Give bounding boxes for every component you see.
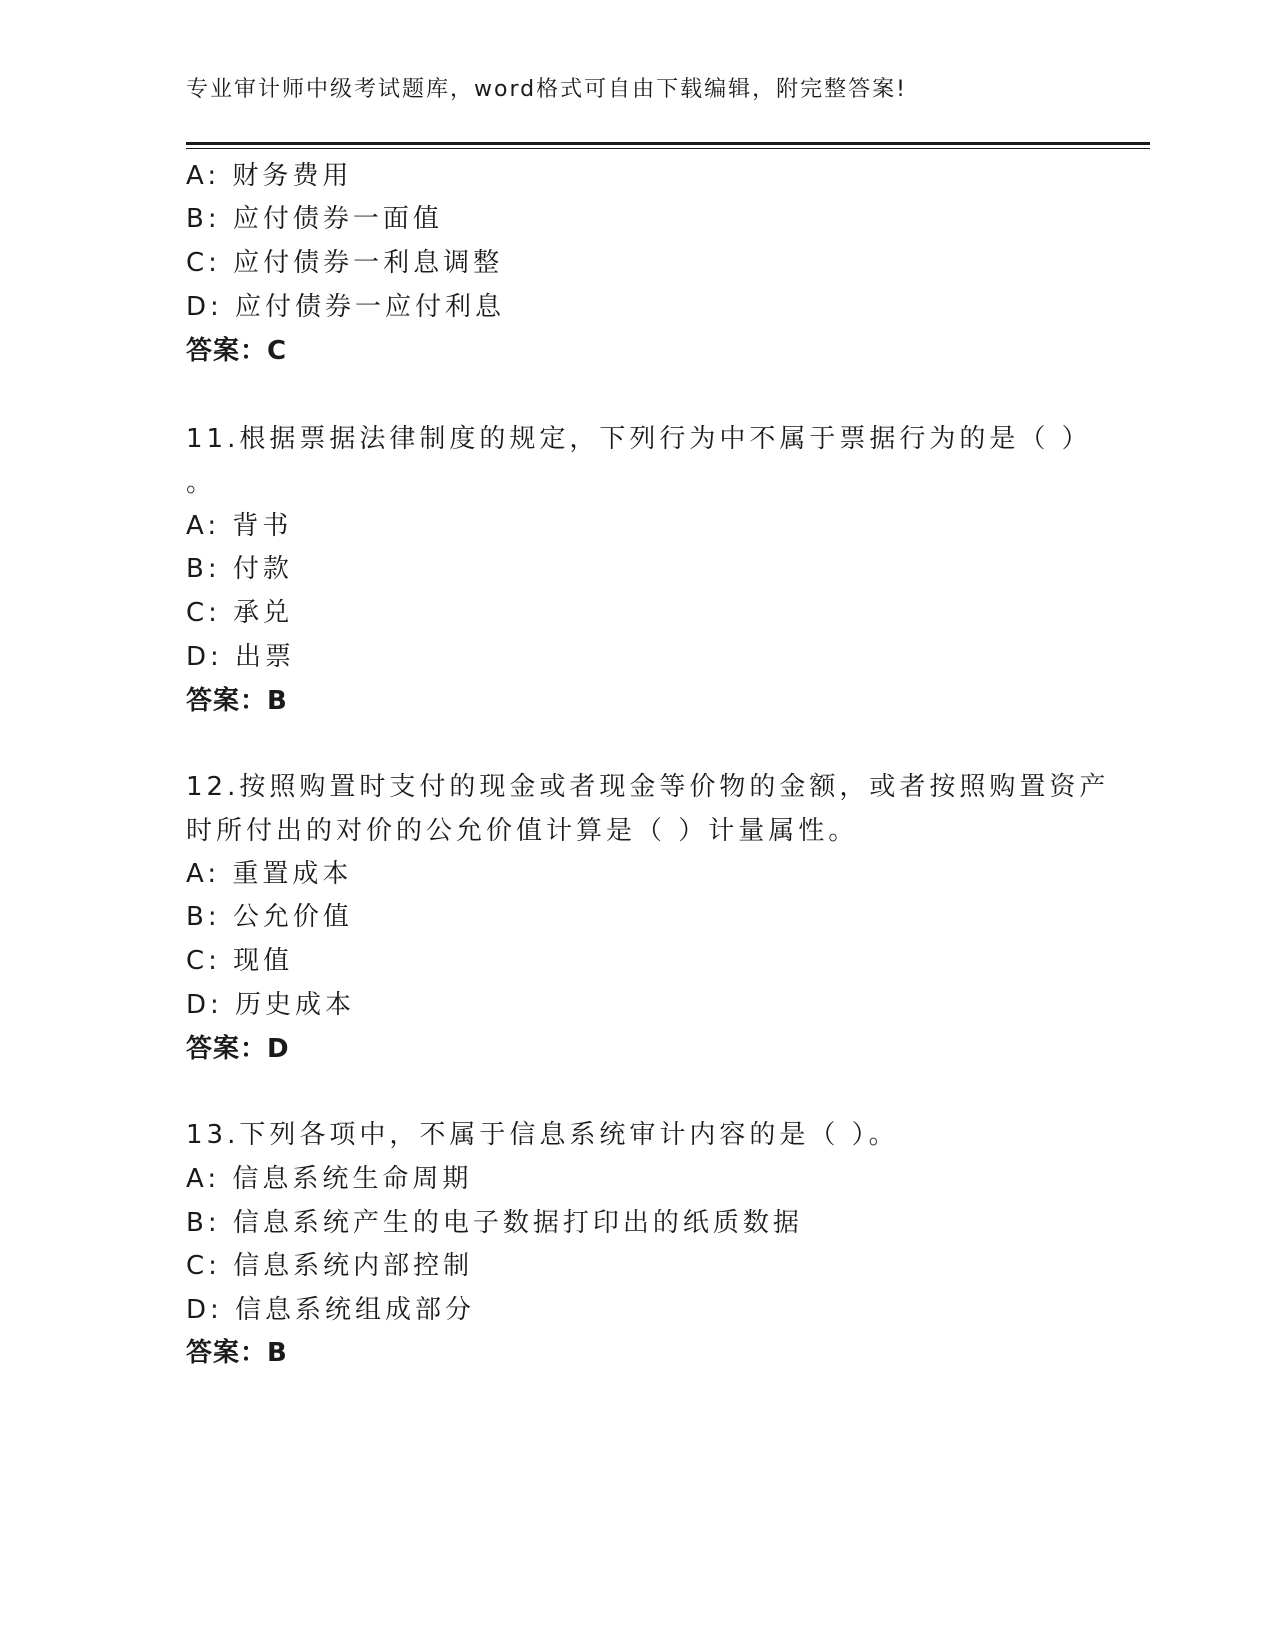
prev-option-d: D: 应付债券一应付利息 <box>186 292 506 322</box>
q12-option-a: A: 重置成本 <box>186 859 353 889</box>
prev-option-c: C: 应付债券一利息调整 <box>186 248 504 278</box>
q13-option-b: B: 信息系统产生的电子数据打印出的纸质数据 <box>186 1208 803 1238</box>
q11-stem-line-1: 11.根据票据法律制度的规定，下列行为中不属于票据行为的是（ ） <box>186 424 1092 454</box>
q12-stem-line-2: 时所付出的对价的公允价值计算是（ ）计量属性。 <box>186 816 859 846</box>
q11-option-c: C: 承兑 <box>186 598 294 628</box>
prev-answer: 答案：C <box>186 336 288 366</box>
q11-option-b: B: 付款 <box>186 554 293 584</box>
q12-answer: 答案：D <box>186 1034 290 1064</box>
prev-option-a: A: 财务费用 <box>186 161 353 191</box>
q13-option-c: C: 信息系统内部控制 <box>186 1251 474 1281</box>
q12-option-d: D: 历史成本 <box>186 990 356 1020</box>
q11-option-d: D: 出票 <box>186 642 296 672</box>
header-rule-thick <box>186 142 1150 145</box>
q12-stem-line-1: 12.按照购置时支付的现金或者现金等价物的金额，或者按照购置资产 <box>186 772 1110 802</box>
q11-stem-line-2: 。 <box>186 468 217 498</box>
header-rule-thin <box>186 148 1150 149</box>
q13-option-d: D: 信息系统组成部分 <box>186 1295 476 1325</box>
q13-option-a: A: 信息系统生命周期 <box>186 1164 473 1194</box>
q13-answer: 答案：B <box>186 1338 288 1368</box>
page-header: 专业审计师中级考试题库，word格式可自由下载编辑，附完整答案! <box>186 77 907 102</box>
q13-stem-line-1: 13.下列各项中，不属于信息系统审计内容的是（ ）。 <box>186 1120 899 1150</box>
q11-answer: 答案：B <box>186 686 288 716</box>
q11-option-a: A: 背书 <box>186 511 293 541</box>
prev-option-b: B: 应付债券一面值 <box>186 204 443 234</box>
q12-option-b: B: 公允价值 <box>186 902 353 932</box>
q12-option-c: C: 现值 <box>186 946 294 976</box>
